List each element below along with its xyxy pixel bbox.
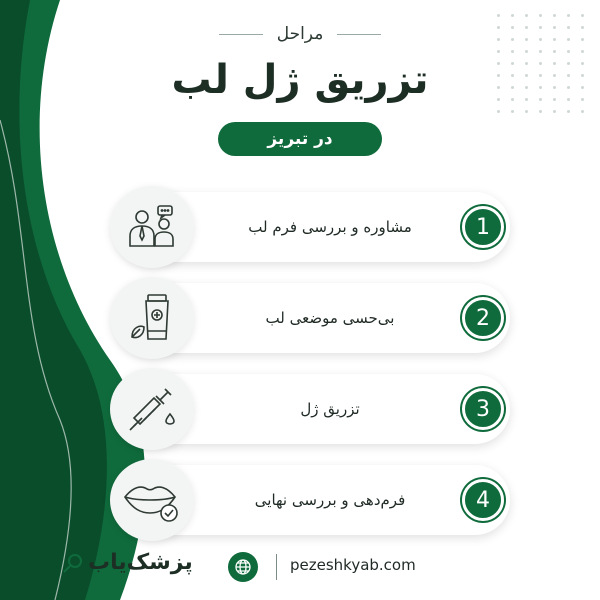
footer (0, 544, 600, 588)
divider-line (219, 34, 263, 35)
step-number-badge: 3 (462, 388, 504, 430)
step-number-badge: 4 (462, 479, 504, 521)
footer-divider (276, 554, 277, 580)
step-number-badge: 2 (462, 297, 504, 339)
step-number-badge: 1 (462, 206, 504, 248)
step-card-4 (118, 465, 510, 535)
step-label: مشاوره و بررسی فرم لب (248, 218, 412, 236)
step-label: تزریق ژل (300, 400, 360, 418)
magnifier-logo-icon (62, 552, 84, 574)
lips-check-icon (110, 459, 194, 541)
globe-icon[interactable] (228, 552, 258, 582)
step-card-2 (118, 283, 510, 353)
step-label: فرم‌دهی و بررسی نهایی (254, 491, 406, 509)
website-link[interactable]: pezeshkyab.com (290, 556, 416, 574)
consultation-icon (110, 186, 194, 268)
subtitle: مراحل (276, 24, 324, 44)
subtitle-row (0, 24, 600, 44)
divider-line (337, 34, 381, 35)
header (0, 24, 600, 156)
step-label: بی‌حسی موضعی لب (265, 309, 395, 327)
page-title: تزریق ژل لب (171, 57, 429, 103)
city-badge: در تبریز (218, 122, 382, 156)
step-card-1 (118, 192, 510, 262)
cream-tube-icon (110, 277, 194, 359)
step-card-3 (118, 374, 510, 444)
brand-logo[interactable] (62, 550, 193, 575)
brand-logo-text: پزشک‌یاب (88, 550, 193, 575)
syringe-icon (110, 368, 194, 450)
